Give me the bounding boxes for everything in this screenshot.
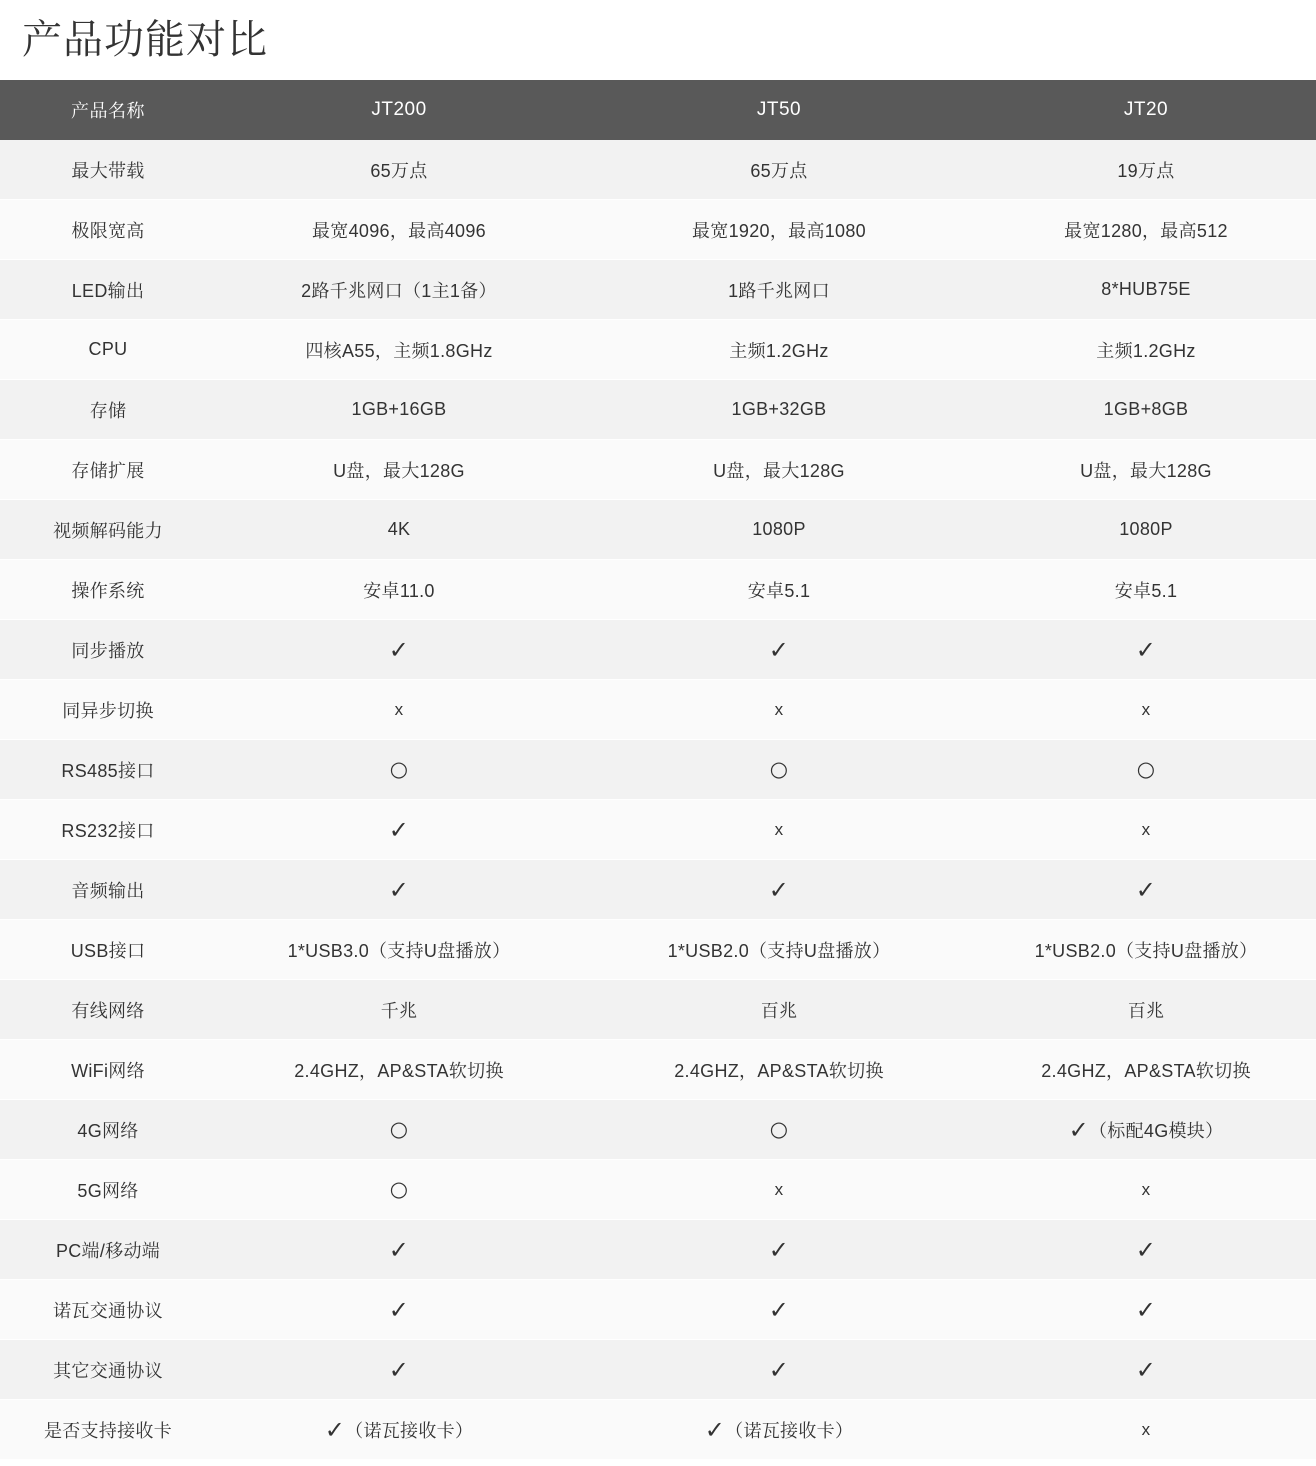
table-cell (976, 1160, 1316, 1220)
table-cell (582, 1340, 976, 1400)
table-row (0, 560, 1316, 620)
table-row (0, 440, 1316, 500)
check-icon: ✓ (324, 1415, 346, 1444)
table-cell (976, 1280, 1316, 1340)
table-cell: 主频1.2GHz (976, 320, 1316, 380)
table-row (0, 1340, 1316, 1400)
table-cell: 1*USB2.0（支持U盘播放） (582, 920, 976, 980)
table-row (0, 1280, 1316, 1340)
table-cell: 安卓5.1 (976, 560, 1316, 620)
table-cell (582, 1220, 976, 1280)
table-cell: 安卓11.0 (216, 560, 582, 620)
table-cell (976, 1340, 1316, 1400)
row-label: RS232接口 (0, 800, 216, 860)
column-header-jt200: JT200 (216, 80, 582, 140)
table-row (0, 680, 1316, 740)
table-cell: 百兆 (976, 980, 1316, 1040)
table-cell: 1GB+8GB (976, 380, 1316, 440)
column-header-jt20: JT20 (976, 80, 1316, 140)
row-label: 最大带载 (0, 140, 216, 200)
check-icon: ✓ (768, 1356, 790, 1384)
table-cell: 主频1.2GHz (582, 320, 976, 380)
table-cell (582, 1280, 976, 1340)
cross-icon: x (394, 700, 404, 719)
table-cell: 1080P (582, 500, 976, 560)
table-cell: 安卓5.1 (582, 560, 976, 620)
row-label: WiFi网络 (0, 1040, 216, 1100)
table-cell (582, 1160, 976, 1220)
table-row (0, 140, 1316, 200)
cross-icon: x (1141, 820, 1151, 839)
table-row (0, 1040, 1316, 1100)
table-cell: 65万点 (582, 140, 976, 200)
table-cell (582, 740, 976, 800)
row-label: 同步播放 (0, 620, 216, 680)
table-cell: U盘，最大128G (582, 440, 976, 500)
table-cell: 四核A55，主频1.8GHz (216, 320, 582, 380)
table-header (0, 80, 1316, 140)
table-header-row (0, 80, 1316, 140)
table-cell (216, 680, 582, 740)
table-cell (582, 860, 976, 920)
table-row (0, 1160, 1316, 1220)
circle-icon: ○ (389, 1116, 409, 1141)
table-cell: ✓（诺瓦接收卡） (216, 1400, 582, 1460)
table-cell (582, 680, 976, 740)
row-label: 音频输出 (0, 860, 216, 920)
table-cell: 百兆 (582, 980, 976, 1040)
comparison-table (0, 80, 1316, 1460)
table-row (0, 500, 1316, 560)
table-cell (216, 1280, 582, 1340)
table-cell (976, 740, 1316, 800)
table-row (0, 620, 1316, 680)
row-label: 同异步切换 (0, 680, 216, 740)
table-cell: 千兆 (216, 980, 582, 1040)
row-label: 操作系统 (0, 560, 216, 620)
cross-icon: x (774, 820, 784, 839)
table-cell: 最宽1920，最高1080 (582, 200, 976, 260)
check-icon: ✓ (704, 1415, 726, 1444)
row-label: 其它交通协议 (0, 1340, 216, 1400)
table-cell (216, 860, 582, 920)
table-cell: 1*USB2.0（支持U盘播放） (976, 920, 1316, 980)
check-icon: ✓ (388, 816, 410, 844)
table-cell (216, 1100, 582, 1160)
table-cell: 最宽4096，最高4096 (216, 200, 582, 260)
table-cell (976, 860, 1316, 920)
check-icon: ✓ (388, 636, 410, 664)
check-icon: ✓ (388, 1356, 410, 1384)
row-label: PC端/移动端 (0, 1220, 216, 1280)
table-cell: 2.4GHZ，AP&STA软切换 (216, 1040, 582, 1100)
check-icon: ✓ (1135, 1236, 1157, 1264)
check-icon: ✓ (1068, 1115, 1089, 1144)
table-cell: 1路千兆网口 (582, 260, 976, 320)
table-cell: 2.4GHZ，AP&STA软切换 (976, 1040, 1316, 1100)
table-row (0, 740, 1316, 800)
cross-icon: x (774, 1180, 784, 1199)
table-cell: 2.4GHZ，AP&STA软切换 (582, 1040, 976, 1100)
product-comparison-page (0, 14, 1316, 1460)
table-cell: 19万点 (976, 140, 1316, 200)
row-label: 存储 (0, 380, 216, 440)
table-cell: 8*HUB75E (976, 260, 1316, 320)
row-label: USB接口 (0, 920, 216, 980)
cross-icon: x (1141, 1420, 1151, 1439)
table-cell (216, 620, 582, 680)
table-row (0, 1400, 1316, 1460)
table-cell: 4K (216, 500, 582, 560)
page-title: 产品功能对比 (22, 18, 268, 62)
check-icon: ✓ (388, 1236, 410, 1264)
table-cell (976, 620, 1316, 680)
table-cell (216, 1340, 582, 1400)
check-icon: ✓ (1135, 1356, 1157, 1384)
circle-icon: ○ (1136, 756, 1156, 781)
table-cell: 2路千兆网口（1主1备） (216, 260, 582, 320)
table-row (0, 1220, 1316, 1280)
check-icon: ✓ (768, 1236, 790, 1264)
table-cell: 1GB+16GB (216, 380, 582, 440)
circle-icon: ○ (389, 1176, 409, 1201)
table-row (0, 380, 1316, 440)
row-label: CPU (0, 320, 216, 380)
table-cell: ✓（标配4G模块） (976, 1100, 1316, 1160)
table-cell (582, 800, 976, 860)
table-cell (976, 1400, 1316, 1460)
check-icon: ✓ (768, 1296, 790, 1324)
row-label: 极限宽高 (0, 200, 216, 260)
check-icon: ✓ (1135, 636, 1157, 664)
table-row (0, 260, 1316, 320)
circle-icon: ○ (769, 756, 789, 781)
circle-icon: ○ (769, 1116, 789, 1141)
row-label: 5G网络 (0, 1160, 216, 1220)
table-row (0, 320, 1316, 380)
cross-icon: x (1141, 700, 1151, 719)
table-row (0, 800, 1316, 860)
column-header-jt50: JT50 (582, 80, 976, 140)
check-icon: ✓ (388, 1296, 410, 1324)
table-cell (976, 800, 1316, 860)
table-cell (582, 1100, 976, 1160)
table-row (0, 920, 1316, 980)
table-cell (216, 1220, 582, 1280)
check-icon: ✓ (1135, 1296, 1157, 1324)
table-cell: 1*USB3.0（支持U盘播放） (216, 920, 582, 980)
table-cell: 65万点 (216, 140, 582, 200)
table-cell (976, 680, 1316, 740)
row-label: 有线网络 (0, 980, 216, 1040)
check-icon: ✓ (1135, 876, 1157, 904)
cross-icon: x (774, 700, 784, 719)
row-label: 存储扩展 (0, 440, 216, 500)
table-cell (216, 800, 582, 860)
row-label: 视频解码能力 (0, 500, 216, 560)
table-cell: 1080P (976, 500, 1316, 560)
row-label: LED输出 (0, 260, 216, 320)
table-row (0, 980, 1316, 1040)
column-header-product-name: 产品名称 (0, 80, 216, 140)
table-cell (582, 620, 976, 680)
table-cell: U盘，最大128G (216, 440, 582, 500)
table-row (0, 200, 1316, 260)
row-label: RS485接口 (0, 740, 216, 800)
check-icon: ✓ (768, 876, 790, 904)
table-cell (976, 1220, 1316, 1280)
row-label: 是否支持接收卡 (0, 1400, 216, 1460)
table-cell: 1GB+32GB (582, 380, 976, 440)
circle-icon: ○ (389, 756, 409, 781)
table-cell (216, 740, 582, 800)
table-body (0, 140, 1316, 1460)
cross-icon: x (1141, 1180, 1151, 1199)
table-cell: U盘，最大128G (976, 440, 1316, 500)
check-icon: ✓ (768, 636, 790, 664)
table-cell: ✓（诺瓦接收卡） (582, 1400, 976, 1460)
row-label: 4G网络 (0, 1100, 216, 1160)
table-row (0, 860, 1316, 920)
table-cell (216, 1160, 582, 1220)
table-cell: 最宽1280，最高512 (976, 200, 1316, 260)
check-icon: ✓ (388, 876, 410, 904)
table-row (0, 1100, 1316, 1160)
row-label: 诺瓦交通协议 (0, 1280, 216, 1340)
